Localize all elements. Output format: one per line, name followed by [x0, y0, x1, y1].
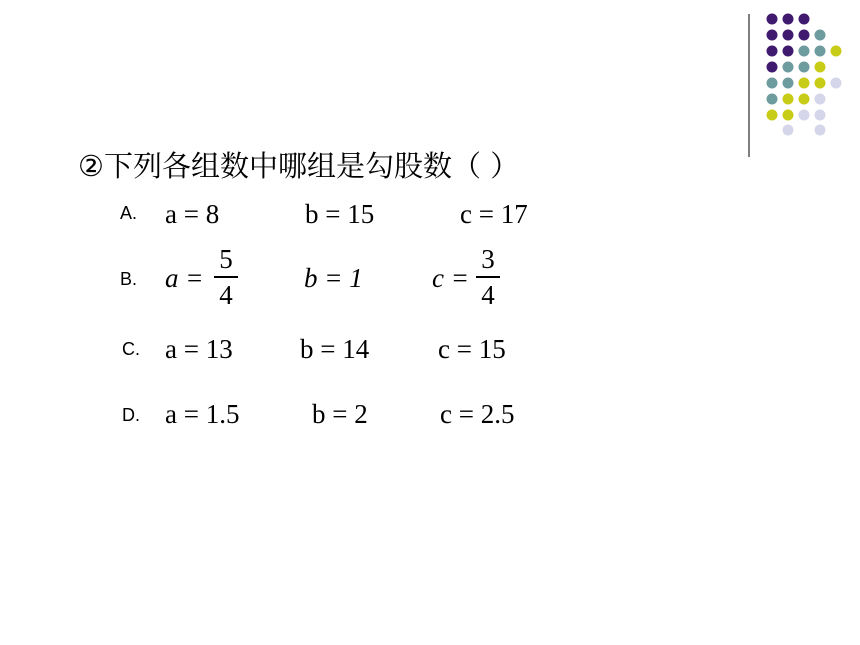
option-b-value-b: b = 1 — [304, 263, 363, 293]
decorative-dot — [815, 62, 826, 73]
decorative-dot — [831, 46, 842, 57]
decorative-dot — [783, 46, 794, 57]
option-d-letter: D. — [122, 405, 140, 425]
decorative-dot — [815, 94, 826, 105]
decorative-dot — [783, 30, 794, 41]
option-c-letter: C. — [122, 339, 140, 359]
decorative-dot — [767, 30, 778, 41]
option-a-letter: A. — [120, 203, 138, 223]
decorative-dot — [815, 125, 826, 136]
decorative-dot — [815, 46, 826, 57]
option-c-value-a: a = 13 — [165, 334, 233, 364]
question-text: ②下列各组数中哪组是勾股数（ ） — [78, 149, 520, 183]
decorative-dot — [799, 62, 810, 73]
decorative-dot — [783, 62, 794, 73]
decorative-dot — [767, 78, 778, 89]
fraction-c-bar — [476, 276, 500, 278]
decorative-dot — [815, 78, 826, 89]
fraction-a-bar — [214, 276, 238, 278]
option-a-value-b: b = 15 — [305, 199, 375, 229]
fraction-c-numerator: 3 — [481, 244, 495, 274]
option-b-lhs-c: c = — [432, 263, 469, 293]
decorative-dot — [799, 30, 810, 41]
fraction-a-numerator: 5 — [219, 244, 233, 274]
decorative-dot — [799, 14, 810, 25]
decorative-dot — [783, 14, 794, 25]
option-a-value-a: a = 8 — [165, 199, 220, 229]
option-a-value-c: c = 17 — [460, 199, 528, 229]
decorative-dot — [783, 78, 794, 89]
decorative-dot — [783, 110, 794, 121]
fraction-a-denominator: 4 — [219, 279, 233, 310]
decorative-dot — [767, 110, 778, 121]
option-d-value-b: b = 2 — [312, 399, 368, 429]
option-b-fraction-a — [214, 244, 238, 310]
option-d-value-c: c = 2.5 — [440, 399, 515, 429]
decorative-dot — [767, 14, 778, 25]
decorative-dot — [783, 94, 794, 105]
option-c-value-b: b = 14 — [300, 334, 370, 364]
decorative-dot — [799, 46, 810, 57]
decorative-dot — [799, 110, 810, 121]
decorative-dot — [767, 94, 778, 105]
decorative-dot — [767, 62, 778, 73]
option-b-lhs-a: a = — [165, 263, 204, 293]
option-b-letter: B. — [120, 269, 138, 289]
option-b-fraction-c — [476, 244, 500, 310]
decorative-dot — [799, 78, 810, 89]
decorative-dot — [831, 78, 842, 89]
decorative-dot — [815, 110, 826, 121]
option-d-value-a: a = 1.5 — [165, 399, 240, 429]
option-c-value-c: c = 15 — [438, 334, 506, 364]
fraction-c-denominator: 4 — [481, 279, 495, 310]
decorative-vertical-rule — [748, 14, 750, 157]
decorative-dot — [767, 46, 778, 57]
decorative-dot — [815, 30, 826, 41]
decorative-dot — [799, 94, 810, 105]
decorative-dot — [783, 125, 794, 136]
